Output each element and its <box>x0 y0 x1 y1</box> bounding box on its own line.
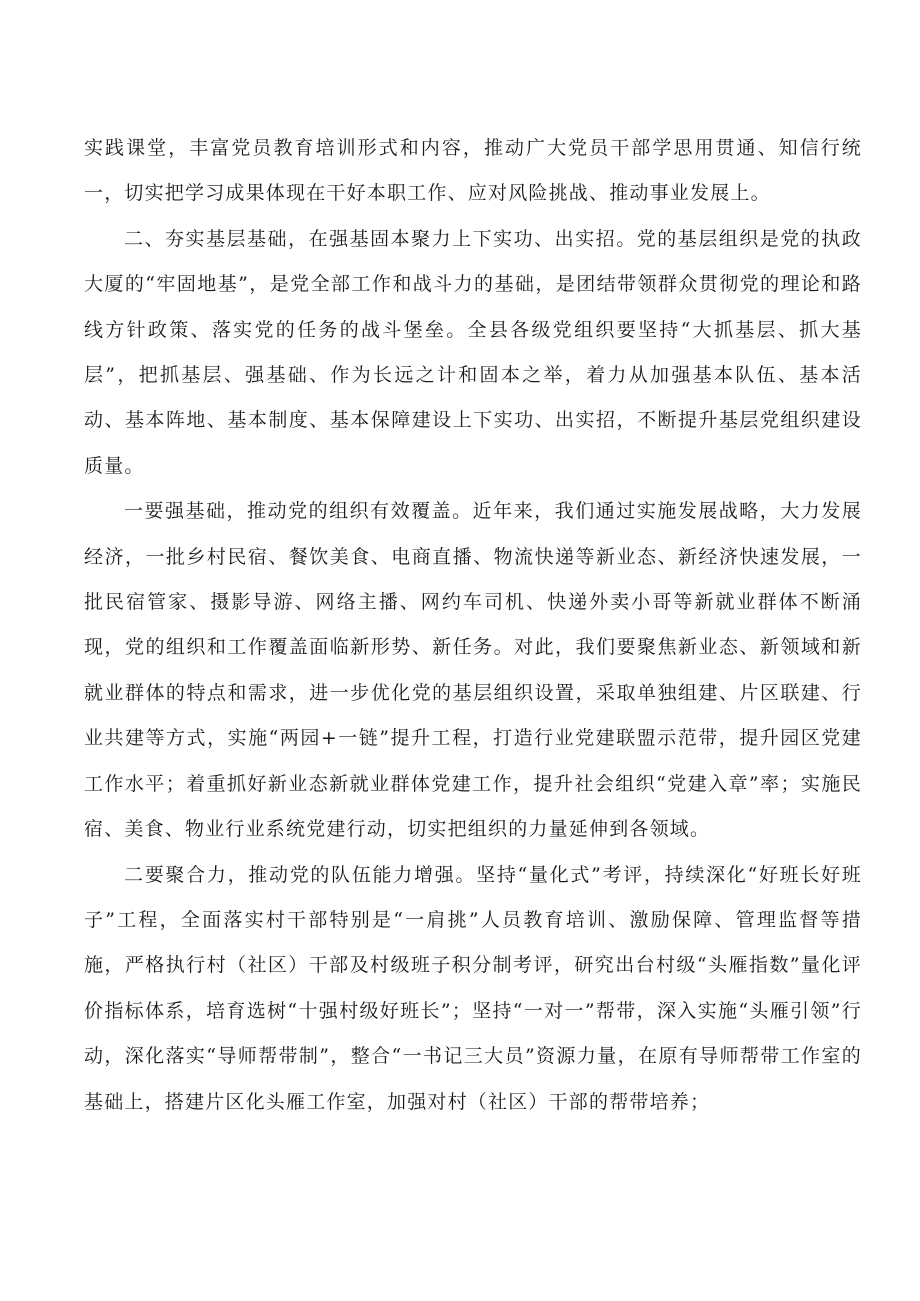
paragraph-gather-strength: 二要聚合力，推动党的队伍能力增强。坚持“量化式”考评，持续深化“好班长好班子”工程，全面落实村干部特别是“一肩挑”人员教育培训、激励保障、管理监督等措施，严格执行村（社区）干部及村级班子积分制考评，研究出台村级“头雁指数”量化评价指标体系，培育选树“十强村级好班长”；坚持“一对一”帮带，深入实施“头雁引领”行动，深化落实“导师帮带制”，整合“一书记三大员”资源力量，在原有导师帮带工作室的基础上，搭建片区化头雁工作室，加强对村（社区）干部的帮带培养； <box>84 863 862 1113</box>
paragraph-continuation: 实践课堂，丰富党员教育培训形式和内容，推动广大党员干部学思用贯通、知信行统一，切实把学习成果体现在干好本职工作、应对风险挑战、推动事业发展上。 <box>84 137 862 205</box>
document-body <box>84 126 862 1125</box>
paragraph-section-two: 二、夯实基层基础，在强基固本聚力上下实功、出实招。党的基层组织是党的执政大厦的“牢固地基”，是党全部工作和战斗力的基础，是团结带领群众贯彻党的理论和路线方针政策、落实党的任务的战斗堡垒。全县各级党组织要坚持“大抓基层、抓大基层”，把抓基层、强基础、作为长远之计和固本之举，着力从加强基本队伍、基本活动、基本阵地、基本制度、基本保障建设上下实功、出实招，不断提升基层党组织建设质量。 <box>84 227 862 477</box>
paragraph-strengthen-foundation: 一要强基础，推动党的组织有效覆盖。近年来，我们通过实施发展战略，大力发展经济，一批乡村民宿、餐饮美食、电商直播、物流快递等新业态、新经济快速发展，一批民宿管家、摄影导游、网络主播、网约车司机、快递外卖小哥等新就业群体不断涌现，党的组织和工作覆盖面临新形势、新任务。对此，我们要聚焦新业态、新领域和新就业群体的特点和需求，进一步优化党的基层组织设置，采取单独组建、片区联建、行业共建等方式，实施“两园+一链”提升工程，打造行业党建联盟示范带，提升园区党建工作水平；着重抓好新业态新就业群体党建工作，提升社会组织“党建入章”率；实施民宿、美食、物业行业系统党建行动，切实把组织的力量延伸到各领域。 <box>84 500 862 841</box>
